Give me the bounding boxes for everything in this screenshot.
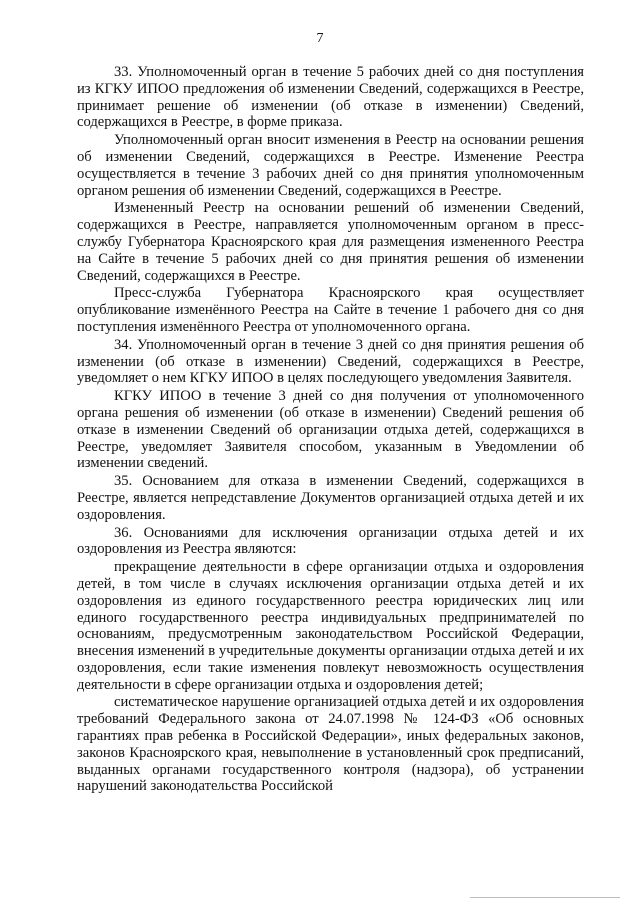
document-body <box>77 64 584 796</box>
paragraph-applicant-notice: КГКУ ИПОО в течение 3 дней со дня получения от уполномоченного органа решения об изменении (об отказе в изменении) Сведений решения об отказе в изменении Сведений об организации отдыха детей, содержащихся в Реестре, уведомляет Заявителя способом, указанным в Уведомлении об изменении сведений. <box>77 388 584 472</box>
paragraph-registry-changes: Уполномоченный орган вносит изменения в Реестр на основании решения об изменении Сведений, содержащихся в Реестре. Изменение Реестра осуществляется в течение 3 рабочих дней со дня принятия уполномоченным органом решения об изменении Сведений, содержащихся в Реестре. <box>77 132 584 199</box>
paragraph-termination: прекращение деятельности в сфере организации отдыха и оздоровления детей, в том числе в случаях исключения организации отдыха детей и их оздоровления из единого государственного реестра юридических лиц или единого государственного реестра индивидуальных предпринимателей по основаниям, предусмотренным законодательством Российской Федерации, внесения изменений в учредительные документы организации отдыха детей и их оздоровления, если такие изменения повлекут невозможность осуществления деятельности в сфере организации отдыха и оздоровления детей; <box>77 559 584 693</box>
paragraph-33: 33. Уполномоченный орган в течение 5 рабочих дней со дня поступления из КГКУ ИПОО предложения об изменении Сведений, содержащихся в Реестре, принимает решение об изменении (об отказе в изменении) Сведений, содержащихся в Реестре, в форме приказа. <box>77 64 584 131</box>
paragraph-press-service-send: Измененный Реестр на основании решений об изменении Сведений, содержащихся в Реестре, направляется уполномоченным органом в пресс-службу Губернатора Красноярского края для размещения измененного Реестра на Сайте в течение 5 рабочих дней со дня принятия решения об изменении Сведений, содержащихся в Реестре. <box>77 200 584 284</box>
paragraph-35: 35. Основанием для отказа в изменении Сведений, содержащихся в Реестре, является непредставление Документов организацией отдыха детей и их оздоровления. <box>77 473 584 523</box>
paragraph-36: 36. Основаниями для исключения организации отдыха детей и их оздоровления из Реестра являются: <box>77 524 584 558</box>
paragraph-systematic-violation: систематическое нарушение организацией отдыха детей и их оздоровления требований Федерального закона от 24.07.1998 № 124-ФЗ «Об основных гарантиях прав ребенка в Российской Федерации», иных федеральных законов, законов Красноярского края, невыполнение в установленный срок предписаний, выданных органами государственного контроля (надзора), об устранении нарушений законодательства Российской <box>77 694 584 795</box>
paragraph-press-service-publish: Пресс-служба Губернатора Красноярского края осуществляет опубликование изменённого Реестра на Сайте в течение 1 рабочего дня со дня поступления изменённого Реестра от уполномоченного органа. <box>77 285 584 335</box>
paragraph-34: 34. Уполномоченный орган в течение 3 дней со дня принятия решения об изменении (об отказе в изменении) Сведений, содержащихся в Реестре, уведомляет о нем КГКУ ИПОО в целях последующего уведомления Заявителя. <box>77 336 584 387</box>
page-number: 7 <box>316 31 324 46</box>
scan-edge-line <box>470 897 620 898</box>
